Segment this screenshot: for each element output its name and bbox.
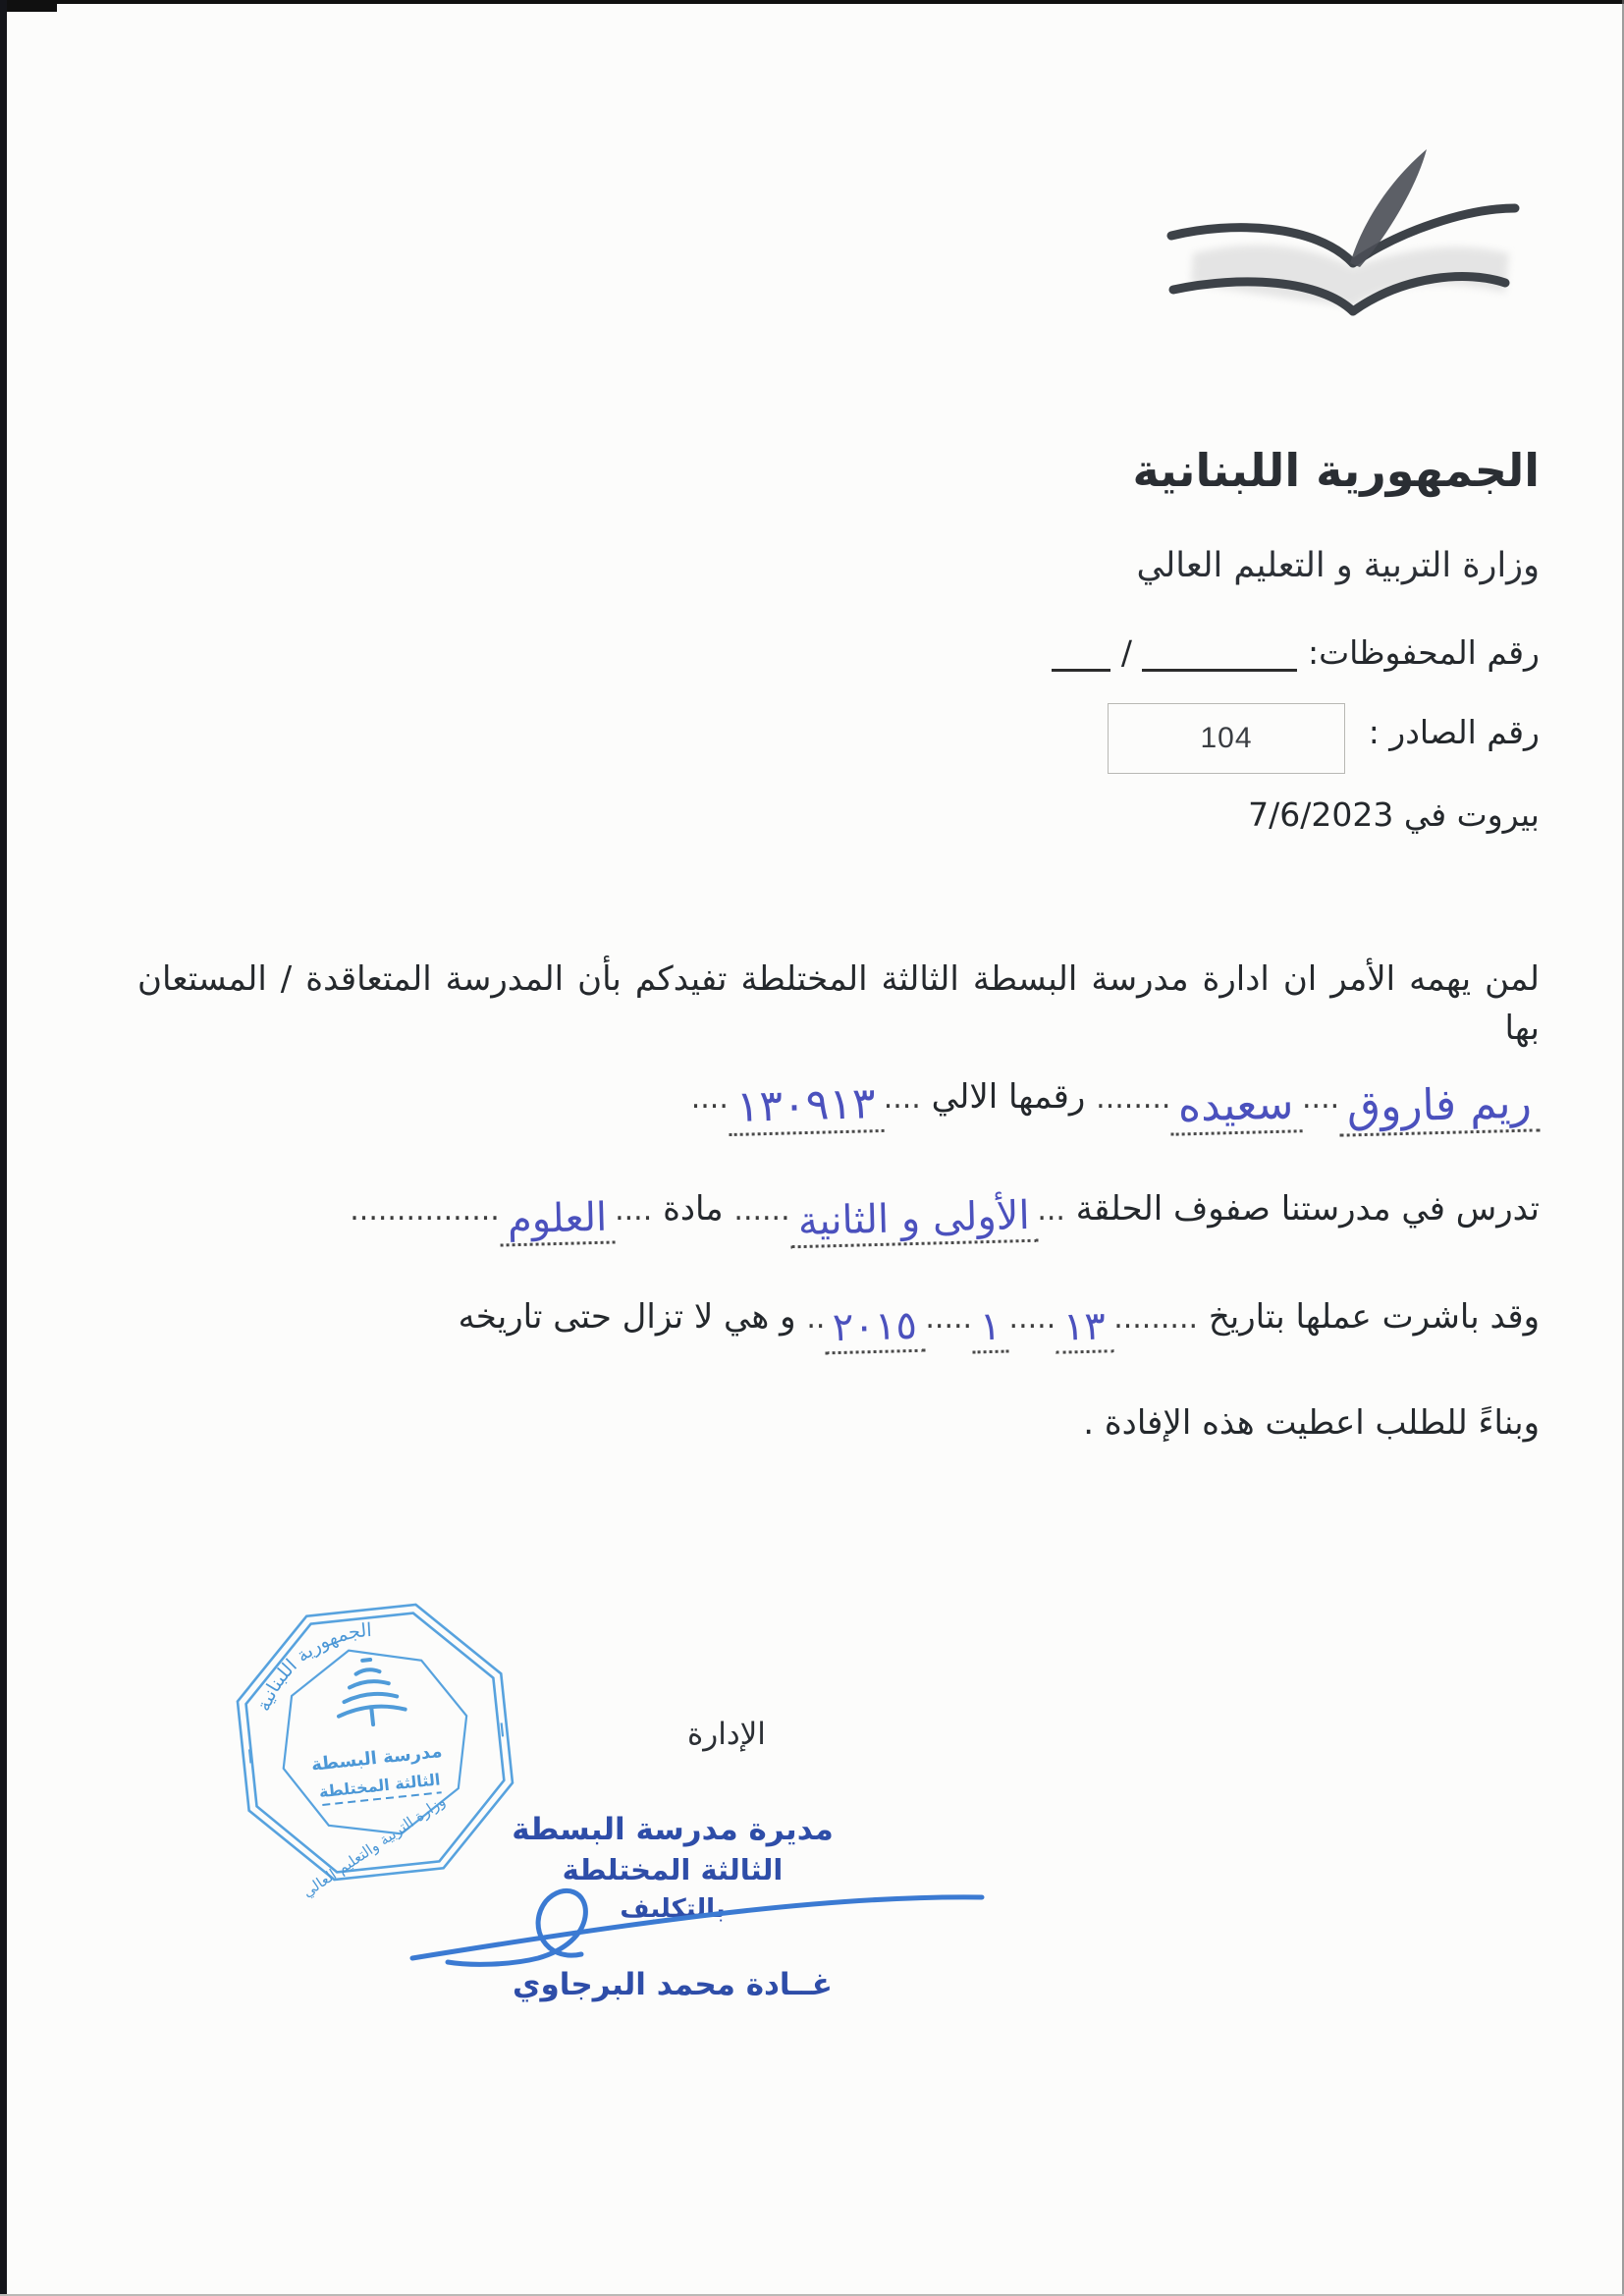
handwritten-entry: ٢٠١٥ [825,1306,926,1355]
dotted-leader: ...... [733,1193,790,1228]
signature-role-line3: بالتكليف [620,1894,726,1924]
handwritten-entry: الأولى و الثانية [789,1196,1038,1249]
scan-edge-corner [0,0,57,12]
stamp-center-line1: مدرسة البسطة [310,1740,444,1776]
issue-number-box [1108,703,1345,774]
handwritten-entry: ١٣٠٩١٣ [728,1082,884,1136]
dotted-leader: .. [806,1301,826,1336]
stamp-ring-top: الجمهورية اللبنانية [252,1619,373,1715]
archives-blank-short [1052,633,1110,672]
printed-text: وقد باشرت عملها بتاريخ [1198,1297,1540,1337]
ministry-title: وزارة التربية و التعليم العالي [1136,546,1540,585]
dotted-leader: ........ [1096,1081,1171,1116]
open-book-logo [1164,137,1527,334]
dotted-leader: ..... [1008,1301,1056,1336]
logo-quill [1350,149,1427,267]
administration-title: الإدارة [687,1717,766,1752]
stamp-ring-bottom: وزارة التربية والتعليم العالي [298,1791,449,1901]
stamp-center-line2: الثالثة المختلطة [317,1770,442,1802]
handwritten-entry: سعيده [1170,1082,1303,1135]
handwritten-entry: ١ [971,1307,1009,1354]
issue-number-label: رقم الصادر : [1368,713,1540,751]
scan-edge-top [0,0,1624,4]
printed-text: رقمها الالي [920,1077,1097,1117]
dotted-leader: .... [690,1081,729,1116]
republic-title: الجمهورية اللبنانية [1132,444,1540,497]
archives-slash: / [1120,633,1132,672]
signature-role-line2: الثالثة المختلطة [562,1853,784,1886]
handwritten-signature [353,1868,1001,1986]
printed-text: تدرس في مدرستنا صفوف الحلقة [1064,1189,1540,1229]
dotted-leader: ... [1037,1193,1065,1228]
dotted-leader: ......... [1113,1301,1199,1336]
dotted-leader: .... [1302,1081,1340,1116]
dotted-leader: ................ [350,1193,500,1228]
body-line-3 [137,1175,1540,1245]
archives-blank-long [1142,633,1297,672]
body-line-4 [137,1283,1540,1353]
cedar-tree-icon [333,1657,406,1728]
body-line-1: لمن يهمه الأمر ان ادارة مدرسة البسطة الثالثة المختلطة تفيدكم بأن المدرسة المتعاقدة / المستعان بها [137,959,1540,1048]
dotted-leader: .... [883,1081,921,1116]
signature-role-line1: مديرة مدرسة البسطة [512,1812,834,1847]
issue-number-value: 104 [1200,722,1253,754]
signature-person-name: غــادة محمد البرجاوي [513,1967,833,2002]
handwritten-entry: العلوم [499,1197,615,1246]
archives-label: رقم المحفوظات: [1307,633,1540,672]
dotted-leader: .... [615,1193,653,1228]
handwritten-entry: ريم فاروق [1339,1081,1541,1136]
scan-edge-left [0,0,7,2296]
handwritten-entry: ١٣ [1056,1306,1114,1354]
dotted-leader: ..... [925,1301,973,1336]
printed-text: مادة [652,1189,734,1229]
body-line-2 [137,1063,1540,1134]
city-date-line: بيروت في 7/6/2023 [1248,795,1540,834]
printed-text: و هي لا تزال حتى تاريخه [458,1297,807,1337]
archives-number-line [1052,633,1540,672]
body-line-5: وبناءً للطلب اعطيت هذه الإفادة . [1083,1403,1540,1443]
